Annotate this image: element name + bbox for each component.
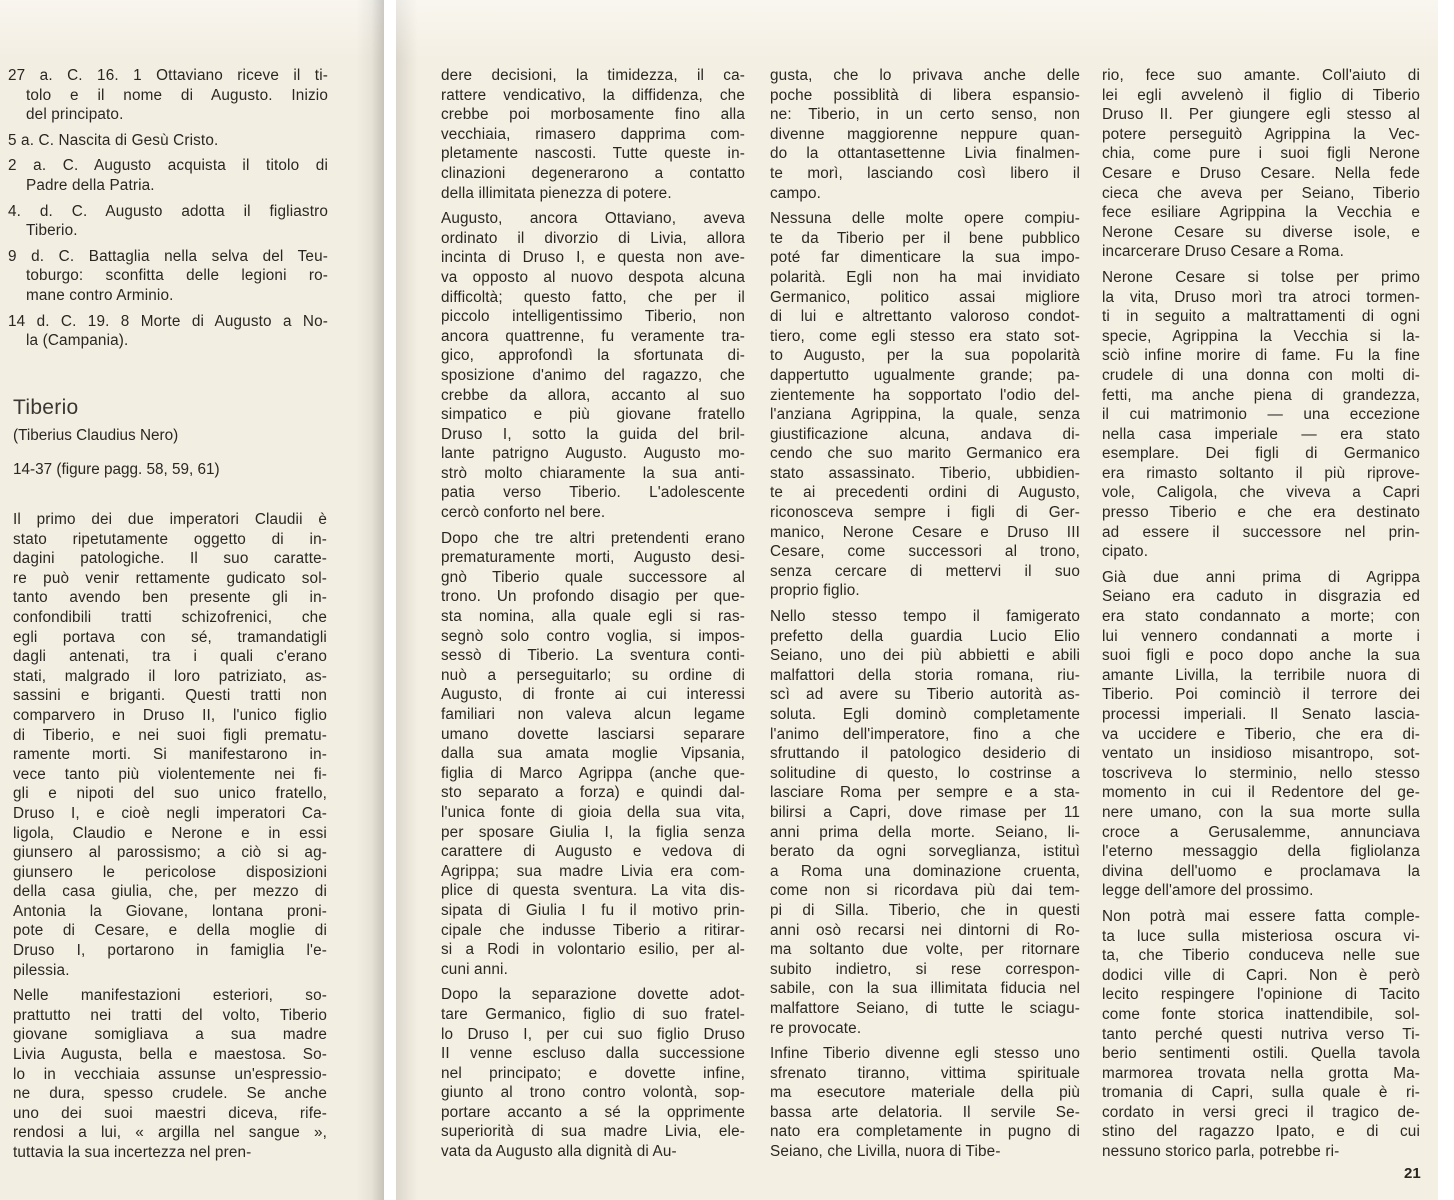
text-line: sciò infine morire di fame. Fu la fine (1102, 347, 1420, 365)
text-line: clinazioni degenerarono a contatto (441, 164, 745, 182)
text-line: scì ad avere su Tiberio autorità as- (770, 686, 1080, 704)
text-line: stino del ragazzo Ipato, e di cui (1102, 1123, 1420, 1141)
text-line: pletamente nascosti. Tutte queste in- (441, 145, 745, 163)
chronology-line: toburgo: sconfitta delle legioni ro- (26, 267, 328, 285)
chronology-entry (8, 66, 328, 125)
text-line: fece esiliare Agrippina la Vecchia e (1102, 204, 1420, 222)
text-line: pi di Silla. Tiberio, che in questi (770, 901, 1080, 919)
text-line: Nerone Cesare si tolse per primo (1102, 268, 1420, 286)
chronology-entry (8, 247, 328, 306)
text-line: poche possiblità di libera espansio- (770, 86, 1080, 104)
text-line: manico, Nerone Cesare e Druso III (770, 523, 1080, 541)
text-line: familiari non valeva alcun legame (441, 706, 745, 723)
text-line: incarcerare Druso Cesare a Roma. (1102, 243, 1344, 261)
text-line: l'unica fonte di gioia della sua vita, (441, 803, 745, 821)
text-line: Cesare e Druso Cesare. Nella fede (1102, 164, 1420, 182)
chronology-line: Tiberio. (26, 222, 78, 240)
text-line: dodici ville di Capri. Non è però (1102, 966, 1420, 984)
text-line: ma soltanto due volte, per ritornare (770, 941, 1080, 959)
text-line: prematuramente morti, Augusto desi- (441, 549, 745, 567)
text-line: patia verso Tiberio. L'adolescente (441, 484, 745, 502)
text-line: re provocate. (770, 1019, 862, 1037)
text-line: legge dell'amore del prossimo. (1102, 882, 1314, 900)
text-line: cipale che indusse Tiberio a ritirar- (441, 921, 745, 939)
text-line: ta, che Tiberio conduceva nelle sue (1102, 947, 1420, 965)
text-line: vece tanto più violentemente nei fi- (13, 765, 327, 783)
text-line: superiorità di sua madre Livia, ele- (441, 1123, 745, 1141)
text-line: polarità. Egli non ha mai invidiato (770, 268, 1080, 286)
text-line: marmorea trovata nella grotta Ma- (1102, 1064, 1420, 1082)
text-line: sassini e briganti. Questi tratti non (13, 687, 327, 705)
gutter-shadow (356, 0, 384, 1200)
chronology-line: 4. d. C. Augusto adotta il figliastro (8, 202, 328, 220)
text-line: processi imperiali. Il Senato lascia- (1102, 706, 1420, 723)
text-line: sta nomina, alla quale egli si ras- (441, 608, 745, 626)
text-line: era rimasto soltanto il più riprove- (1102, 464, 1420, 482)
text-line: stati, malgrado il loro patriziato, as- (13, 667, 327, 685)
text-line: dappertutto ugualmente grande; pa- (770, 366, 1080, 384)
column-3-paragraph (1102, 907, 1420, 1162)
text-line: Cesare, come successori al trono, (770, 543, 1080, 561)
text-line: dere decisioni, la timidezza, il ca- (441, 67, 745, 84)
left-body-text (13, 510, 327, 1163)
text-line: te ai precedenti ordini di Augusto, (770, 484, 1080, 502)
column-1-paragraph (441, 209, 745, 523)
text-line: strò molto chiaramente la sua anti- (441, 464, 745, 482)
text-line: malfattore Seiano, di tutte le sciagu- (770, 999, 1080, 1017)
text-line: nere umano, con la sua morte sulla (1102, 803, 1420, 821)
text-line: nel principato; e dovette infine, (441, 1064, 745, 1082)
text-column-3 (1102, 66, 1420, 1162)
chronology-entry (8, 131, 328, 151)
text-line: Dopo la separazione dovette adot- (441, 986, 745, 1004)
text-line: lasciare Roma per sempre e a sta- (770, 784, 1080, 802)
text-line: ancora quattrenne, fu veramente tra- (441, 327, 745, 345)
text-line: specie, Agrippina la Vecchia si la- (1102, 327, 1420, 345)
column-1-paragraph (441, 985, 745, 1161)
text-line: ne dura, spesso crudele. Se anche (13, 1085, 327, 1103)
text-line: Antonia la Giovane, lontana proni- (13, 902, 327, 920)
text-line: lui vennero condannati a morte i (1102, 627, 1420, 645)
text-line: nuò a perseguitarlo; su ordine di (441, 666, 745, 684)
text-line: crudele di una donna con molti di- (1102, 366, 1420, 384)
text-line: berio sentimenti ostili. Quella tavola (1102, 1045, 1420, 1063)
text-line: portare accanto a sé la opprimente (441, 1103, 745, 1121)
text-line: segnò solo contro voglia, si impos- (441, 627, 745, 645)
chronology-line: 5 a. C. Nascita di Gesù Cristo. (8, 131, 219, 149)
text-line: Non potrà mai essere fatta comple- (1102, 907, 1420, 925)
text-line: come non si ricordava più dai tem- (770, 882, 1080, 900)
text-line: lo in vecchiaia assunse un'espressio- (13, 1065, 327, 1083)
text-line: sfrenato tiranno, vittima spirituale (770, 1064, 1080, 1082)
text-line: difficoltà; questo fatto, che per il (441, 288, 745, 306)
text-line: nessuno storico parla, potrebbe ri- (1102, 1143, 1340, 1161)
text-line: sipata di Giulia I fu il motivo prin- (441, 901, 745, 919)
text-line: stato ripetutamente oggetto di in- (13, 530, 327, 548)
text-line: era stato condannato a morte; con (1102, 608, 1420, 626)
text-line: esemplare. Dei figli di Germanico (1102, 445, 1420, 463)
column-1-paragraph (441, 66, 745, 203)
chronology-line: 2 a. C. Augusto acquista il titolo di (8, 157, 328, 175)
text-line: sto separato a forza) e quindi dal- (441, 784, 745, 802)
text-line: egli portava con sé, tramandatigli (13, 628, 327, 646)
binding-shadow (396, 0, 418, 1200)
text-line: bassa arte delatoria. Il servile Se- (770, 1103, 1080, 1121)
text-line: divenne maggiorenne neppure quan- (770, 125, 1080, 143)
text-line: tanto perché questi nutriva verso Ti- (1102, 1025, 1420, 1043)
text-line: dagini patologiche. Il suo caratte- (13, 550, 327, 568)
text-line: ramente morti. Si manifestarono in- (13, 746, 327, 764)
text-line: Augusto, di fronte ai cui interessi (441, 686, 745, 704)
text-line: II venne escluso dalla successione (441, 1045, 745, 1063)
text-line: gnò Tiberio quale successore al (441, 568, 745, 586)
page-top-highlight (0, 0, 384, 60)
text-line: re può venir rettamente gudicato sol- (13, 569, 327, 587)
text-line: anni prima della morte. Seiano, li- (770, 823, 1080, 841)
text-line: tuttavia la sua incertezza nel pren- (13, 1144, 252, 1161)
text-line: anni osò recarsi nei dintorni di Ro- (770, 921, 1080, 939)
text-line: tiero, come egli stesso era stato sot- (770, 327, 1080, 345)
text-line: umano dovette lasciarsi separare (441, 725, 745, 743)
text-line: Nelle manifestazioni esteriori, so- (13, 987, 327, 1005)
text-line: berato da ogni sorveglianza, istituì (770, 843, 1080, 861)
column-3-paragraph (1102, 568, 1420, 901)
text-line: di lui e altrettanto valoroso condot- (770, 308, 1080, 326)
text-line: gusta, che lo privava anche delle (770, 67, 1080, 84)
text-line: della casa giulia, che, per mezzo di (13, 883, 327, 901)
text-line: il cui matrimonio — una eccezione (1102, 406, 1420, 424)
chronology-list (8, 66, 328, 351)
text-line: nella casa imperiale — era stato (1102, 425, 1420, 443)
page-number: 21 (1404, 1165, 1421, 1182)
text-line: dagli antenati, tra i quali c'erano (13, 648, 327, 666)
right-page (396, 0, 1438, 1200)
text-line: poté far dimenticare la sua impo- (770, 249, 1080, 267)
text-line: lei egli avvelenò il figlio di Tiberio (1102, 86, 1420, 104)
text-line: Nerone Cesare su diverse isole, e (1102, 223, 1420, 241)
text-line: pote di Cesare, e della moglie di (13, 922, 327, 940)
text-line: Nello stesso tempo il famigerato (770, 608, 1080, 626)
text-line: tare Germanico, figlio di suo fratel- (441, 1005, 745, 1023)
column-2-paragraph (770, 607, 1080, 1038)
text-line: subito indietro, si rese correspon- (770, 960, 1080, 978)
text-line: come fonte storica inattendibile, sol- (1102, 1005, 1420, 1023)
text-line: vecchiaia, rimasero dapprima com- (441, 125, 745, 143)
text-line: dalla sua amata moglie Vipsania, (441, 745, 745, 763)
text-line: senza cercare di mettervi il suo (770, 562, 1080, 580)
text-line: stato assassinato. Tiberio, ubbidien- (770, 464, 1080, 482)
left-page (0, 0, 384, 1200)
text-line: gico, approfondì la sfortunata di- (441, 347, 745, 365)
text-column-2 (770, 66, 1080, 1162)
text-line: pilessia. (13, 961, 70, 979)
text-line: lante patrigno Augusto. Augusto mo- (441, 445, 745, 463)
text-line: si a Rodi in volontario esilio, per al- (441, 941, 745, 959)
text-line: crebbe poi morbosamente fino alla (441, 106, 745, 124)
text-line: trono. Un profondo disagio per que- (441, 588, 745, 606)
text-line: proprio figlio. (770, 582, 860, 600)
text-line: a Roma una dominazione cruenta, (770, 862, 1080, 880)
left-body-paragraph (13, 510, 327, 980)
chronology-line: 14 d. C. 19. 8 Morte di Augusto a No- (8, 312, 328, 330)
chronology-line: la (Campania). (26, 332, 129, 350)
text-line: simpatico e più giovane fratello (441, 406, 745, 424)
text-line: ad essere il successore nel prin- (1102, 523, 1420, 541)
text-line: per sposare Giulia I, la figlia senza (441, 823, 745, 841)
text-line: Nessuna delle molte opere compiu- (770, 210, 1080, 228)
chronology-line: 9 d. C. Battaglia nella selva del Teu- (8, 247, 328, 265)
text-line: giunsero al parossismo; a ciò si ag- (13, 844, 327, 862)
text-line: prattutto nei tratti del volto, Tiberio (13, 1006, 327, 1024)
text-line: Seiano, che Livilla, nuora di Tibe- (770, 1143, 1001, 1161)
page-top-highlight-right (396, 0, 1438, 60)
text-line: cercò conforto nel bere. (441, 504, 606, 522)
text-line: sfruttando il patologico desiderio di (770, 745, 1080, 763)
text-line: Druso I, portarono in famiglia l'e- (13, 942, 327, 960)
text-line: vata da Augusto alla dignità di Au- (441, 1143, 677, 1161)
section-subtitle: (Tiberius Claudius Nero) (13, 427, 179, 444)
text-line: carattere di Augusto e vedova di (441, 843, 745, 861)
chronology-line: Padre della Patria. (26, 176, 155, 194)
text-line: Druso II. Per giungere egli stesso al (1102, 106, 1420, 124)
chronology-entry (8, 202, 328, 241)
text-line: l'animo dell'imperatore, fino a che (770, 725, 1080, 743)
text-line: giunto al trono contro volontà, sop- (441, 1084, 745, 1102)
text-column-1 (441, 66, 745, 1162)
text-line: riconosceva sempre i figli di Ger- (770, 504, 1080, 522)
text-line: Augusto, ancora Ottaviano, aveva (441, 210, 745, 228)
text-line: rio, fece suo amante. Coll'aiuto di (1102, 67, 1420, 84)
text-line: gli e nipoti del suo unico fratello, (13, 785, 327, 803)
text-line: giunsero le pericolose disposizioni (13, 863, 327, 881)
text-line: soluta. Egli dominò completamente (770, 706, 1080, 723)
text-line: lecito respingere l'opinione di Tacito (1102, 986, 1420, 1004)
text-line: vole, Caligola, che viveva a Capri (1102, 484, 1420, 502)
text-line: sessò di Tiberio. La sventura conti- (441, 647, 745, 665)
left-body-paragraph (13, 986, 327, 1162)
text-line: ventato un insidioso misantropo, sot- (1102, 745, 1420, 763)
text-line: Dopo che tre altri pretendenti erano (441, 529, 745, 547)
section-dates: 14-37 (figure pagg. 58, 59, 61) (13, 461, 220, 478)
text-line: l'eterno messaggio della figliolanza (1102, 843, 1420, 861)
text-line: figlia di Marco Agrippa (anche que- (441, 764, 745, 782)
text-line: giovane somigliava a sua madre (13, 1026, 327, 1044)
text-line: Germanico, politico assai migliore (770, 288, 1080, 306)
chronology-line: tolo e il nome di Augusto. Inizio (26, 86, 328, 104)
text-line: cuni anni. (441, 960, 508, 978)
text-line: campo. (770, 184, 822, 202)
text-line: l'anziana Agrippina, la quale, senza (770, 406, 1080, 424)
text-line: amante Livilla, la terribile nuora di (1102, 666, 1420, 684)
text-line: Già due anni prima di Agrippa (1102, 568, 1420, 586)
text-line: potere perseguitò Agrippina la Vec- (1102, 125, 1420, 143)
text-line: confondibili tratti schizofrenici, che (13, 608, 327, 626)
chronology-entry (8, 312, 328, 351)
text-line: do la ottantasettenne Livia finalmen- (770, 145, 1080, 163)
chronology-line: 27 a. C. 16. 1 Ottaviano riceve il ti- (8, 67, 328, 84)
column-2-paragraph (770, 66, 1080, 203)
text-line: solitudine di questo, lo costrinse a (770, 764, 1080, 782)
text-line: la vita, Druso morì tra atroci tormen- (1102, 288, 1420, 306)
text-line: Seiano era caduto in disgrazia ed (1102, 588, 1420, 606)
text-line: piccolo intelligentissimo Tiberio, non (441, 308, 745, 326)
text-line: tanto avendo ben presente gli in- (13, 589, 327, 607)
text-line: cendo che suo marito Germanico era (770, 445, 1080, 463)
chronology-line: mane contro Arminio. (26, 286, 174, 304)
chronology-entry (8, 156, 328, 195)
chronology-line: del principato. (26, 106, 124, 124)
text-line: sposizione d'animo del ragazzo, che (441, 366, 745, 384)
text-line: crebbe da allora, accanto al suo (441, 386, 745, 404)
text-line: Livia Augusta, bella e maestosa. So- (13, 1046, 327, 1064)
text-line: va opposto al nuovo despota alcuna (441, 268, 745, 286)
column-3-paragraph (1102, 268, 1420, 562)
text-line: della illimitata pienezza di potere. (441, 184, 672, 202)
text-line: suoi figli e poco dopo anche la sua (1102, 647, 1420, 665)
text-line: tromania di Capri, sulla quale è ri- (1102, 1084, 1420, 1102)
text-line: nato era completamente in pugno di (770, 1123, 1080, 1141)
text-line: ordinato il divorzio di Livia, allora (441, 229, 745, 247)
text-line: zientemente ha sopportato l'odio del- (770, 386, 1080, 404)
text-line: ma esecutore materiale della più (770, 1084, 1080, 1102)
text-line: cieca che aveva per Seiano, Tiberio (1102, 184, 1420, 202)
column-1-paragraph (441, 529, 745, 980)
text-line: cordato in versi greci il tragico de- (1102, 1103, 1420, 1121)
text-line: rattere vendicativo, la diffidenza, che (441, 86, 745, 104)
text-line: Il primo dei due imperatori Claudii è (13, 511, 327, 528)
text-line: giustificazione alcuna, andava di- (770, 425, 1080, 443)
text-line: va uccidere e Tiberio, che era di- (1102, 725, 1420, 743)
column-2-paragraph (770, 1044, 1080, 1162)
text-line: ti in seguito a maltrattamenti di ogni (1102, 308, 1420, 326)
text-line: to Augusto, per la sua popolarità (770, 347, 1080, 365)
section-title: Tiberio (13, 396, 79, 419)
text-line: comparvero in Druso II, l'unico figlio (13, 706, 327, 724)
text-line: Druso I, sotto la guida del bril- (441, 425, 745, 443)
text-line: te morì, lasciando così libero il (770, 164, 1080, 182)
text-line: momento in cui il Redentore del ge- (1102, 784, 1420, 802)
text-line: malfattori della storia romana, riu- (770, 666, 1080, 684)
text-line: plice di questa sventura. La vita dis- (441, 882, 745, 900)
text-line: di Tiberio, e nei suoi figli prematu- (13, 726, 327, 744)
text-line: Agrippa; sua madre Livia era com- (441, 862, 745, 880)
text-line: fetti, ma anche piena di grandezza, (1102, 386, 1420, 404)
text-line: sabile, con la sua illimitata fiducia nel (770, 980, 1080, 998)
text-line: rendosi a lui, « argilla nel sangue », (13, 1124, 327, 1142)
text-line: lo Druso I, per cui suo figlio Druso (441, 1025, 745, 1043)
text-line: chia, come pure i suoi figli Nerone (1102, 145, 1420, 163)
text-line: Infine Tiberio divenne egli stesso uno (770, 1045, 1080, 1063)
column-3-paragraph (1102, 66, 1420, 262)
text-line: uno dei suoi maestri diceva, rife- (13, 1104, 327, 1122)
text-line: toscriveva lo sterminio, nello stesso (1102, 764, 1420, 782)
text-line: incinta di Druso I, e questa non ave- (441, 249, 745, 267)
text-line: te da Tiberio per il bene pubblico (770, 229, 1080, 247)
text-line: Seiano, uno dei più abbietti e abili (770, 647, 1080, 665)
text-line: presso Tiberio e che era destinato (1102, 504, 1420, 522)
text-line: cipato. (1102, 543, 1149, 561)
text-line: Druso I, e cioè negli imperatori Ca- (13, 804, 327, 822)
text-line: ne: Tiberio, in un certo senso, non (770, 106, 1080, 124)
column-2-paragraph (770, 209, 1080, 601)
text-line: croce a Gerusalemme, annunciava (1102, 823, 1420, 841)
text-line: Tiberio. Poi cominciò il terrore dei (1102, 686, 1420, 704)
text-line: prefetto della guardia Lucio Elio (770, 627, 1080, 645)
text-line: ligola, Claudio e Nerone e in essi (13, 824, 327, 842)
text-line: bilirsi a Capri, dove rimase per 11 (770, 803, 1080, 821)
text-line: divina dell'uomo e proclamava la (1102, 862, 1420, 880)
text-line: ta luce sulla misteriosa oscura vi- (1102, 927, 1420, 945)
